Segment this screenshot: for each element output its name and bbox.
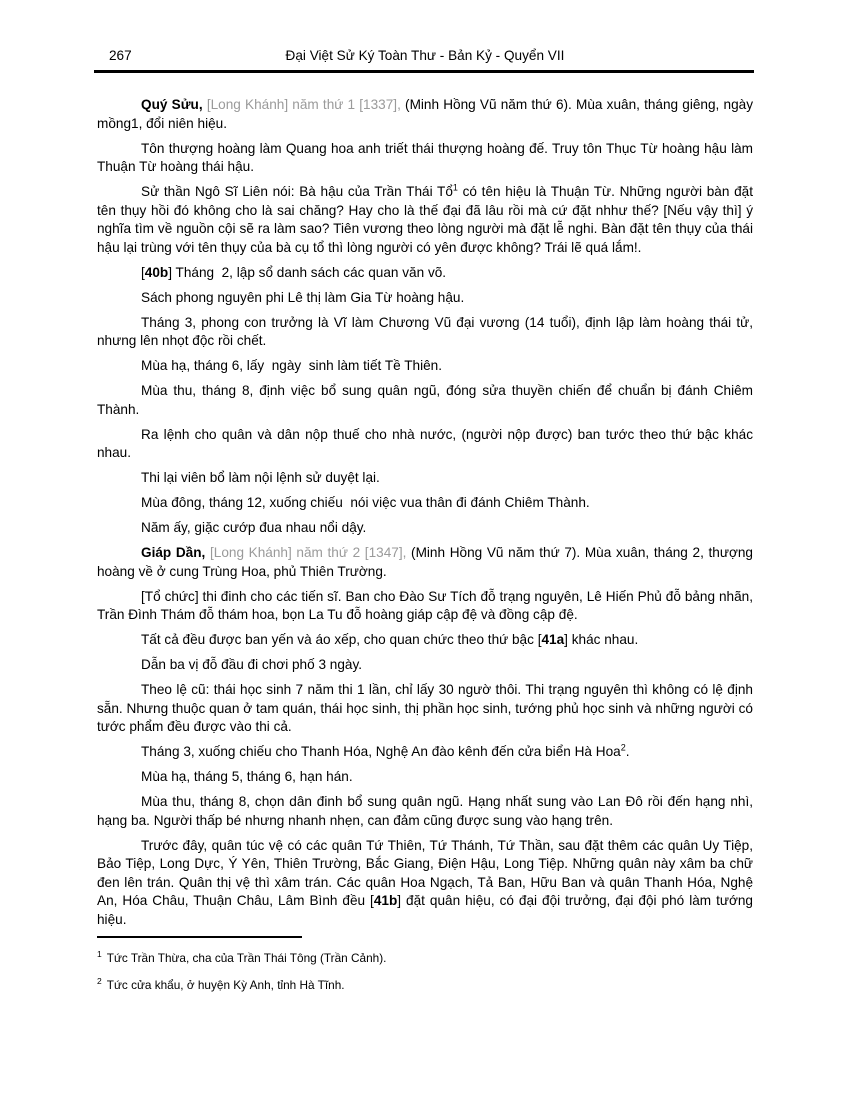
footnote-separator-rule [97,936,302,938]
paragraph [97,544,753,581]
text-segment: Năm ấy, giặc cướp đua nhau nổi dậy. [141,520,367,535]
paragraph [97,681,753,737]
text-segment: [Long Khánh] năm thứ 2 [1347], [209,545,412,560]
page-number: 267 [109,48,132,63]
text-segment: Thi lại viên bổ làm nội lệnh sử duyệt lại. [141,470,380,485]
paragraph [97,519,753,538]
page-header [97,48,753,68]
text-segment: Dẫn ba vị đỗ đầu đi chơi phố 3 ngày. [141,657,363,672]
footnote-marker: 1 [97,949,102,960]
text-segment: 41b [373,893,398,908]
text-segment: [Tổ chức] thi đinh cho các tiến sĩ. Ban cho Đào Sư Tích đỗ trạng nguyên, Lê Hiến Phủ đỗ bảng nhãn, Trần Đình Thám đỗ thám hoa, bọn La Tu đỗ hoàng giáp cập đệ và đồng cập đệ. [97,588,753,622]
text-segment: có tên hiệu là Thuận Từ. Những người bàn đặt tên thụy hồi đó không cho là sai chăng? Hay cho là thế đại đã lâu rồi mà cứ đặt nhhư thế? [Nếu vậy thì] ý nghĩa tìm về nguồn cội sẽ ra làm sao? Tiên vương theo lòng người mà đặt lễ nghi. Bàn đặt tên thụy của thái hậu lại trùng với tên thụy của bà cụ tổ thì lòng người có yên được không? Trái lẽ quá lắm!. [97,184,753,255]
paragraph [97,631,753,650]
paragraph [97,382,753,419]
body-paragraphs [97,96,753,936]
paragraph [97,494,753,513]
paragraph [97,357,753,376]
text-segment: ] đặt quân hiệu, có đại đội trưởng, đại đội phó làm tướng hiệu. [97,893,753,927]
text-segment: ] khác nhau. [564,632,639,647]
text-segment: Quý Sửu, [141,97,207,112]
footnote-list [97,951,753,993]
footnotes-section [97,936,753,1005]
text-segment: Tất cả đều được ban yến và áo xếp, cho quan chức theo thứ bậc [ [141,632,542,647]
paragraph [97,469,753,488]
text-segment: ] Tháng 2, lập sổ danh sách các quan văn võ. [168,264,447,280]
footnote [97,978,753,993]
footnote-text: Tức cửa khẩu, ở huyện Kỳ Anh, tỉnh Hà Tĩnh. [103,978,345,992]
paragraph [97,793,753,830]
text-segment: 40b [144,264,169,280]
paragraph [97,656,753,675]
paragraph [97,289,753,308]
footnote-marker: 2 [97,976,102,987]
text-segment: Mùa thu, tháng 8, định việc bổ sung quân ngũ, đóng sửa thuyền chiến để chuẩn bị đánh Chiêm Thành. [97,383,753,417]
text-segment: Tháng 3, xuống chiếu cho Thanh Hóa, Nghệ An đào kênh đến cửa biển Hà Hoa [141,744,621,759]
paragraph [97,140,753,177]
paragraph [97,314,753,351]
text-segment: [Long Khánh] năm thứ 1 [1337], [206,97,406,112]
text-segment: Tháng 3, phong con trưởng là Vĩ làm Chương Vũ đại vương (14 tuổi), định lập làm hoàng thái tử, nhưng lên nhọt độc rồi chết. [97,314,753,348]
text-segment: Mùa thu, tháng 8, chọn dân đinh bổ sung quân ngũ. Hạng nhất sung vào Lan Đô rồi đến hạng nhì, hạng ba. Người thấp bé nhưng nhanh nhẹn, can đảm cũng được sung vào hạng trên. [97,794,753,828]
text-segment: (Minh Hồng Vũ năm thứ 7). Mùa xuân, tháng 2, thượng hoàng về ở cung Trùng Hoa, phủ Thiên Trường. [97,545,753,579]
text-segment: Ra lệnh cho quân và dân nộp thuế cho nhà nước, (người nộp được) ban tước theo thứ bậc khác nhau. [97,426,753,460]
footnote-text: Tức Trần Thừa, cha của Trần Thái Tông (Trần Cảnh). [103,951,387,965]
paragraph [97,768,753,787]
paragraph [97,264,753,283]
text-segment: . [625,744,630,759]
text-segment: Mùa hạ, tháng 6, lấy ngày sinh làm tiết Tề Thiên. [141,358,443,373]
paragraph [97,743,753,762]
footnote [97,951,753,966]
text-segment: Mùa đông, tháng 12, xuống chiếu nói việc vua thân đi đánh Chiêm Thành. [141,495,590,510]
header-rule [94,70,754,73]
text-segment: Tôn thượng hoàng làm Quang hoa anh triết thái thượng hoàng đế. Truy tôn Thục Từ hoàng hậu làm Thuận Từ hoàng thái hậu. [97,140,753,174]
text-segment: Theo lệ cũ: thái học sinh 7 năm thi 1 lần, chỉ lấy 30 ngườ thôi. Thi trạng nguyên thì không có lệ định sẵn. Nhưng thuộc quan ở tam quán, thái học sinh, thị phần học sinh, tướng phủ học sinh và những người có tước phẩm đều được vào thi cả. [97,682,753,734]
paragraph [97,588,753,625]
paragraph [97,96,753,133]
text-segment: Trước đây, quân túc vệ có các quân Tứ Thiên, Tứ Thánh, Tứ Thần, sau đặt thêm các quân Uy Tiệp, Bảo Tiệp, Long Dực, Ý Yên, Thiên Trường, Bắc Giang, Điện Hậu, Long Tiệp. Những quân này xâm ba chữ đen lên trán. Quân thị vệ thì xâm trán. Các quân Hoa Ngạch, Tả Ban, Hữu Ban và quân Thanh Hóa, Nghệ An, Hóa Châu, Thuận Châu, Lâm Bình đều [ [97,837,753,908]
text-segment: (Minh Hồng Vũ năm thứ 6). Mùa xuân, tháng giêng, ngày mồng1, đổi niên hiệu. [97,97,753,131]
text-segment: Mùa hạ, tháng 5, tháng 6, hạn hán. [141,769,353,784]
footnote-reference: 2 [620,742,626,753]
text-segment: Sử thần Ngô Sĩ Liên nói: Bà hậu của Trần Thái Tổ [141,184,453,199]
text-segment: 41a [541,632,565,647]
paragraph [97,183,753,257]
text-segment: Sách phong nguyên phi Lê thị làm Gia Từ hoàng hậu. [141,289,465,305]
text-segment: Giáp Dần, [141,545,210,560]
page-title: Đại Việt Sử Ký Toàn Thư - Bản Kỷ - Quyển VII [285,48,565,63]
paragraph [97,837,753,930]
footnote-reference: 1 [452,182,458,193]
paragraph [97,426,753,463]
text-segment: [ [141,264,145,280]
